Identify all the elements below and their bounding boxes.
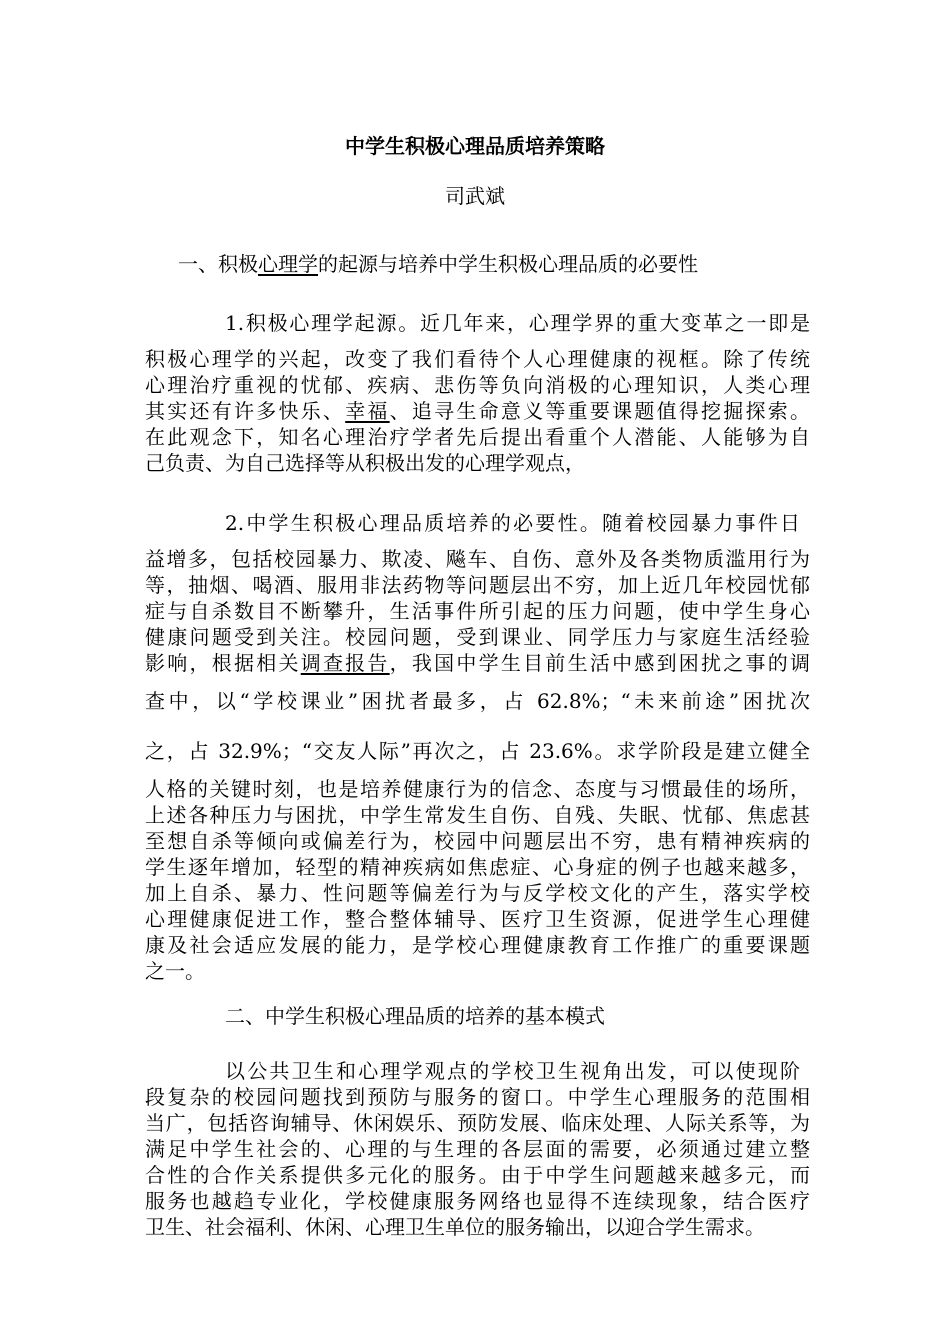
paragraph-3-line: 段复杂的校园问题找到预防与服务的窗口。中学生心理服务的范围相 xyxy=(145,1085,810,1109)
paragraph-3-line: 卫生、社会福利、休闲、心理卫生单位的服务输出，以迎合学生需求。 xyxy=(145,1215,765,1239)
paragraph-2-line: 症与自杀数目不断攀升，生活事件所引起的压力问题，使中学生身心 xyxy=(145,599,810,623)
paragraph-3-line: 合性的合作关系提供多元化的服务。由于中学生问题越来越多元，而 xyxy=(145,1163,810,1187)
paragraph-2-line: 2.中学生积极心理品质培养的必要性。随着校园暴力事件日 xyxy=(225,511,800,535)
survey-report-link[interactable]: 调查报告 xyxy=(300,651,390,675)
paragraph-3-line: 以公共卫生和心理学观点的学校卫生视角出发，可以使现阶 xyxy=(225,1059,800,1083)
paragraph-3-line: 当广，包括咨询辅导、休闲娱乐、预防发展、临床处理、人际关系等，为 xyxy=(145,1111,810,1135)
paragraph-2-line: 查中，以“学校课业”困扰者最多，占 62.8%；“未来前途”困扰次 xyxy=(145,689,810,713)
paragraph-1-line: 己负责、为自己选择等从积极出发的心理学观点， xyxy=(145,451,585,475)
author-name: 司武斌 xyxy=(445,184,505,208)
paragraph-1-line: 1.积极心理学起源。近几年来，心理学界的重大变革之一即是 xyxy=(225,311,810,335)
paragraph-2-line: 之一。 xyxy=(145,959,205,983)
paragraph-2-line: 康及社会适应发展的能力，是学校心理健康教育工作推广的重要课题 xyxy=(145,933,810,957)
document-title: 中学生积极心理品质培养策略 xyxy=(345,134,605,158)
paragraph-2-line: 加上自杀、暴力、性问题等偏差行为与反学校文化的产生，落实学校 xyxy=(145,881,810,905)
paragraph-2-line: 影响，根据相关调查报告，我国中学生目前生活中感到困扰之事的调 xyxy=(145,651,811,675)
section-heading-2: 二、中学生积极心理品质的培养的基本模式 xyxy=(225,1004,605,1028)
paragraph-2-line: 人格的关键时刻，也是培养健康行为的信念、态度与习惯最佳的场所， xyxy=(145,777,810,801)
paragraph-1-line: 在此观念下，知名心理治疗学者先后提出看重个人潜能、人能够为自 xyxy=(145,425,810,449)
paragraph-2-line: 上述各种压力与困扰，中学生常发生自伤、自残、失眠、忧郁、焦虑甚 xyxy=(145,803,810,827)
paragraph-2-line: 至想自杀等倾向或偏差行为，校园中问题层出不穷，患有精神疾病的 xyxy=(145,829,810,853)
paragraph-3-line: 服务也越趋专业化，学校健康服务网络也显得不连续现象，结合医疗 xyxy=(145,1189,810,1213)
paragraph-2-line: 之，占 32.9%；“交友人际”再次之，占 23.6%。求学阶段是建立健全 xyxy=(145,739,810,763)
psychology-link[interactable]: 心理学 xyxy=(258,252,318,276)
paragraph-1-line: 积极心理学的兴起，改变了我们看待个人心理健康的视框。除了传统 xyxy=(145,347,810,371)
paragraph-2-line: 心理健康促进工作，整合整体辅导、医疗卫生资源，促进学生心理健 xyxy=(145,907,810,931)
happiness-link[interactable]: 幸福 xyxy=(345,399,390,423)
paragraph-1-line: 心理治疗重视的忧郁、疾病、悲伤等负向消极的心理知识，人类心理 xyxy=(145,373,810,397)
paragraph-2-line: 益增多，包括校园暴力、欺凌、飚车、自伤、意外及各类物质滥用行为 xyxy=(145,547,810,571)
paragraph-3-line: 满足中学生社会的、心理的与生理的各层面的需要，必须通过建立整 xyxy=(145,1137,810,1161)
paragraph-2-line: 健康问题受到关注。校园问题，受到课业、同学压力与家庭生活经验 xyxy=(145,625,810,649)
paragraph-2-line: 学生逐年增加，轻型的精神疾病如焦虑症、心身症的例子也越来越多， xyxy=(145,855,810,879)
section-heading-1: 一、积极心理学的起源与培养中学生积极心理品质的必要性 xyxy=(178,252,698,276)
paragraph-1-line: 其实还有许多快乐、幸福、追寻生命意义等重要课题值得挖掘探索。 xyxy=(145,399,811,423)
paragraph-2-line: 等，抽烟、喝酒、服用非法药物等问题层出不穷，加上近几年校园忧郁 xyxy=(145,573,810,597)
